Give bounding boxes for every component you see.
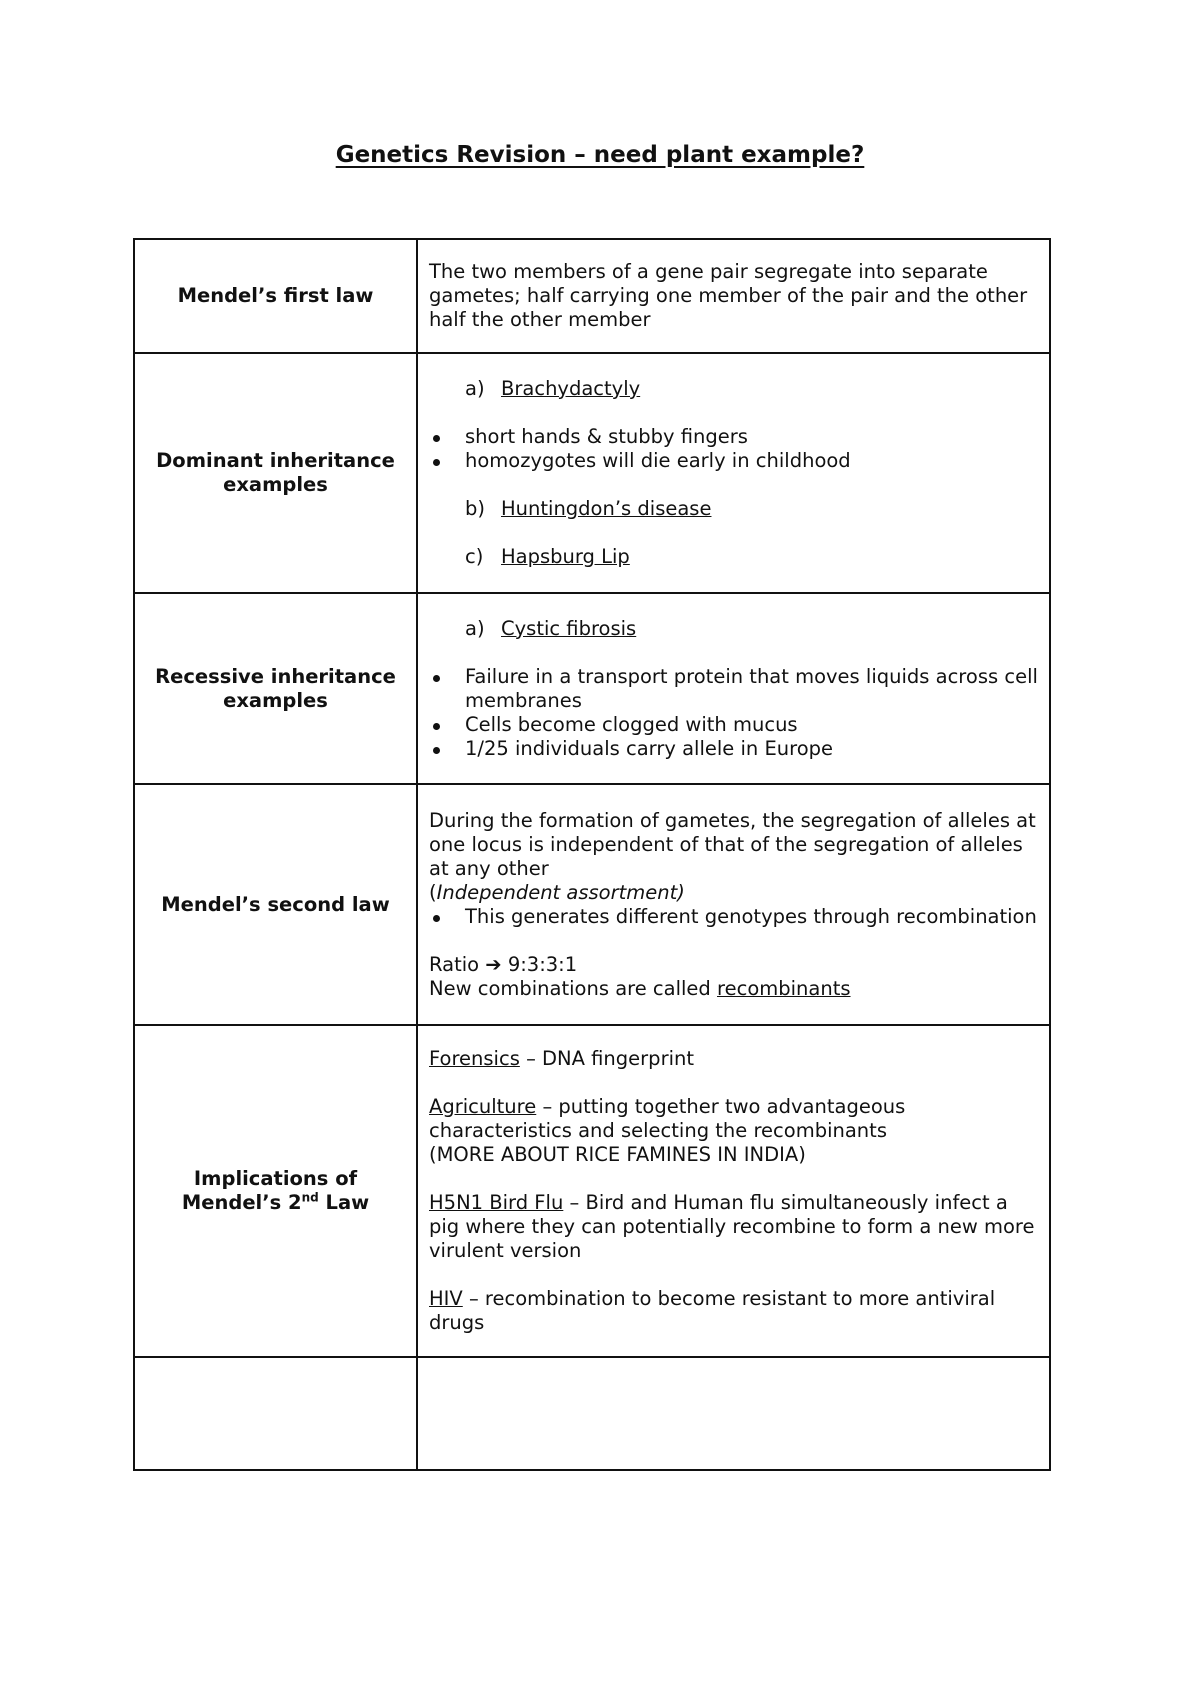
implication-hiv (429, 1287, 1039, 1335)
table-row (134, 353, 1050, 593)
example-name: Cystic fibrosis (501, 616, 637, 640)
label-text: Implications of Mendel’s 2 (181, 1167, 358, 1214)
term: Forensics (429, 1047, 520, 1070)
term-text: – recombination to become resistant to more antiviral drugs (429, 1287, 996, 1334)
bullet-item: homozygotes will die early in childhood (429, 449, 1039, 473)
bullet-item: This generates different genotypes through recombination (429, 905, 1039, 929)
bullet-item: Failure in a transport protein that moves liquids across cell membranes (429, 665, 1039, 713)
implication-bird-flu (429, 1191, 1039, 1263)
row-label-recessive: Recessive inheritance examples (134, 593, 417, 784)
label-superscript: nd (301, 1190, 319, 1205)
bullet-list (429, 905, 1039, 929)
ratio-label: Ratio (429, 952, 480, 976)
arrow-right-icon: ➔ (485, 952, 502, 976)
list-marker: a) (465, 616, 485, 640)
ratio-value: 9:3:3:1 (507, 952, 578, 976)
recombinants-line (429, 977, 1039, 1001)
row-content-implications (417, 1025, 1050, 1357)
ratio-line (429, 953, 1039, 977)
first-law-text: The two members of a gene pair segregate into separate gametes; half carrying one member of the pair and the other half the other member (429, 260, 1028, 331)
list-marker: a) (465, 377, 485, 400)
table-row (134, 784, 1050, 1025)
term: HIV (429, 1287, 463, 1310)
bullet-item: 1/25 individuals carry allele in Europe (429, 737, 1039, 761)
combos-prefix: New combinations are called (429, 976, 711, 1000)
row-content-recessive (417, 593, 1050, 784)
paren: ( (429, 880, 437, 904)
list-marker: b) (465, 497, 485, 520)
term: Agriculture (429, 1095, 537, 1118)
label-text: Law (325, 1191, 370, 1214)
bullet-list (429, 665, 1039, 761)
bullet-item: short hands & stubby fingers (429, 425, 1039, 449)
term-text: – Bird and Human flu simultaneously infect a pig where they can potentially recombine to form a new more virulent version (429, 1191, 1035, 1262)
example-name: Huntingdon’s disease (501, 497, 712, 520)
implication-forensics (429, 1047, 1039, 1071)
combos-term: recombinants (717, 976, 851, 1000)
second-law-text: During the formation of gametes, the segregation of alleles at one locus is independent of that of the segregation of alleles at any other (429, 808, 1036, 880)
term-text: – DNA fingerprint (526, 1047, 695, 1070)
row-content-second-law (417, 784, 1050, 1025)
row-content-first-law (417, 239, 1050, 353)
example-name: Hapsburg Lip (501, 545, 630, 568)
list-marker: c) (465, 545, 484, 568)
term-text: – putting together two advantageous characteristics and selecting the recombinants (429, 1095, 906, 1142)
second-law-note (429, 881, 1039, 905)
list-item (429, 617, 1039, 641)
row-label-second-law: Mendel’s second law (134, 784, 417, 1025)
revision-table (133, 238, 1051, 1471)
implication-agriculture (429, 1095, 1039, 1143)
list-item (429, 377, 1039, 401)
table-row (134, 593, 1050, 784)
bullet-item: Cells become clogged with mucus (429, 713, 1039, 737)
table-row (134, 239, 1050, 353)
row-label-empty (134, 1357, 417, 1470)
list-item (429, 545, 1039, 569)
row-content-dominant (417, 353, 1050, 593)
example-name: Brachydactyly (501, 377, 641, 400)
list-item (429, 497, 1039, 521)
row-label-dominant: Dominant inheritance examples (134, 353, 417, 593)
row-content-empty (417, 1357, 1050, 1470)
row-label-first-law: Mendel’s first law (134, 239, 417, 353)
row-label-implications (134, 1025, 417, 1357)
note-text: Independent assortment) (436, 880, 685, 904)
term: H5N1 Bird Flu (429, 1191, 564, 1214)
table-row (134, 1357, 1050, 1470)
bullet-list (429, 425, 1039, 473)
agriculture-note: (MORE ABOUT RICE FAMINES IN INDIA) (429, 1143, 806, 1166)
table-row (134, 1025, 1050, 1357)
page-title: Genetics Revision – need plant example? (335, 142, 865, 168)
